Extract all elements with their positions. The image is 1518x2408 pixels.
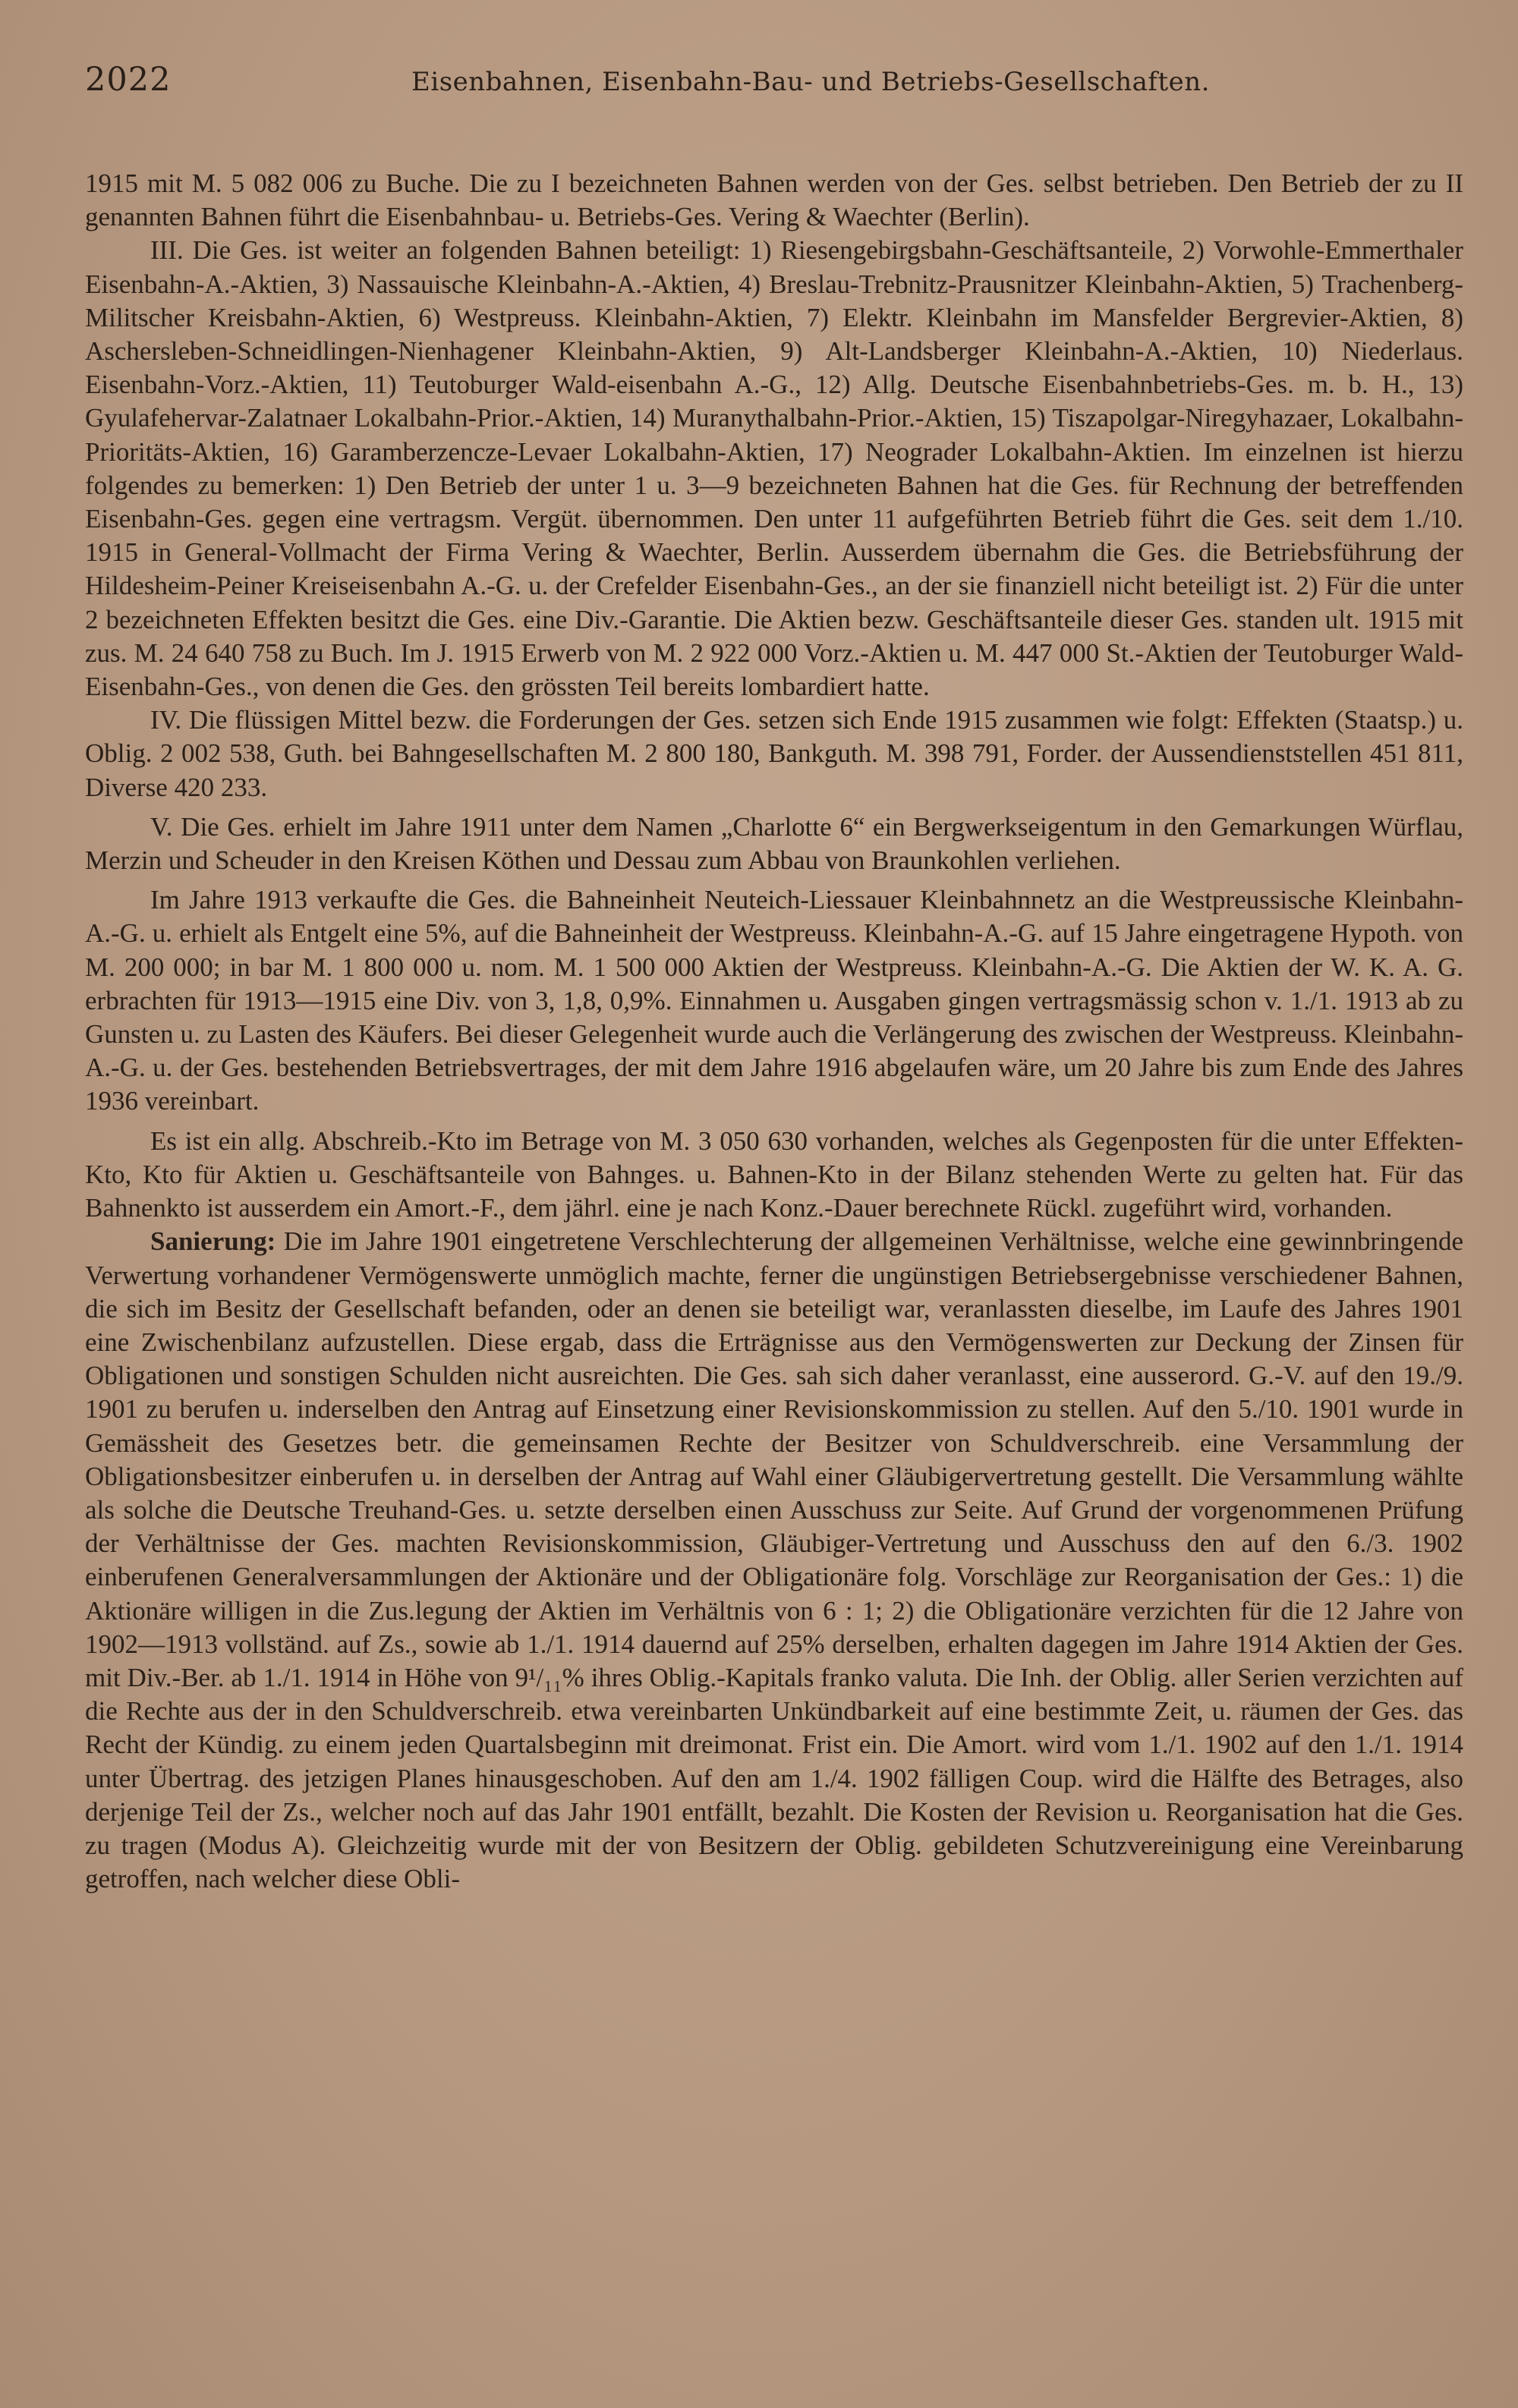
sanierung-label: Sanierung:: [150, 1226, 276, 1257]
paragraph-sale-1913: Im Jahre 1913 verkaufte die Ges. die Bahneinheit Neuteich-Liessauer Kleinbahnnetz an die Westpreussische Kleinbahn-A.-G. u. erhielt als Entgelt eine 5%, auf die Bahneinheit der Westpreuss. Kleinbahn-A.-G. auf 15 Jahre eingetragene Hypoth. von M. 200 000; in bar M. 1 800 000 u. nom. M. 1 500 000 Aktien der Westpreuss. Kleinbahn-A.-G. Die Aktien der W. K. A. G. erbrachten für 1913—1915 eine Div. von 3, 1,8, 0,9%. Einnahmen u. Ausgaben gingen vertragsmässig schon v. 1./1. 1913 ab zu Gunsten u. zu Lasten des Käufers. Bei dieser Gelegenheit wurde auch die Verlängerung des zwischen der Westpreuss. Kleinbahn-A.-G. u. der Ges. bestehenden Betriebsvertrages, der mit dem Jahre 1916 abgelaufen wäre, um 20 Jahre bis zum Ende des Jahres 1936 vereinbart.: [85, 885, 1463, 1116]
paragraph-depreciation-account: Es ist ein allg. Abschreib.-Kto im Betrage von M. 3 050 630 vorhanden, welches als Gegenposten für die unter Effekten-Kto, Kto für Aktien u. Geschäftsanteile von Bahnges. u. Bahnen-Kto in der Bilanz stehenden Werte zu gelten hat. Für das Bahnenkto ist ausserdem ein Amort.-F., dem jährl. eine je nach Konz.-Dauer berechnete Rückl. zugeführt wird, vorhanden.: [85, 1125, 1463, 1223]
page-number: 2022: [85, 61, 172, 99]
running-title: Eisenbahnen, Eisenbahn-Bau- und Betriebs-Gesellschaften.: [411, 67, 1210, 97]
page-header: [85, 61, 1463, 114]
paragraph-sanierung: [85, 1225, 1463, 1896]
paragraph-section-iii: III. Die Ges. ist weiter an folgenden Bahnen beteiligt: 1) Riesengebirgsbahn-Geschäftsanteile, 2) Vorwohle-Emmerthaler Eisenbahn-A.-Aktien, 3) Nassauische Kleinbahn-A.-Aktien, 4) Breslau-Trebnitz-Prausnitzer Kleinbahn-Aktien, 5) Trachenberg-Militscher Kreisbahn-Aktien, 6) Westpreuss. Kleinbahn-Aktien, 7) Elektr. Kleinbahn im Mansfelder Bergrevier-Aktien, 8) Aschersleben-Schneidlingen-Nienhagener Kleinbahn-Aktien, 9) Alt-Landsberger Kleinbahn-A.-Aktien, 10) Niederlaus. Eisenbahn-Vorz.-Aktien, 11) Teutoburger Wald-eisenbahn A.-G., 12) Allg. Deutsche Eisenbahnbetriebs-Ges. m. b. H., 13) Gyulafehervar-Zalatnaer Lokalbahn-Prior.-Aktien, 14) Muranythalbahn-Prior.-Aktien, 15) Tiszapolgar-Niregyhazaer, Lokalbahn-Prioritäts-Aktien, 16) Garamberzencze-Levaer Lokalbahn-Aktien, 17) Neograder Lokalbahn-Aktien. Im einzelnen ist hierzu folgendes zu bemerken: 1) Den Betrieb der unter 1 u. 3—9 bezeichneten Bahnen hat die Ges. für Rechnung der betreffenden Eisenbahn-Ges. gegen eine vertragsm. Vergüt. übernommen. Den unter 11 aufgeführten Betrieb führt die Ges. seit dem 1./10. 1915 in General-Vollmacht der Firma Vering & Waechter, Berlin. Ausserdem übernahm die Ges. die Betriebsführung der Hildesheim-Peiner Kreiseisenbahn A.-G. u. der Crefelder Eisenbahn-Ges., an der sie finanziell nicht beteiligt ist. 2) Für die unter 2 bezeichneten Effekten besitzt die Ges. eine Div.-Garantie. Die Aktien bezw. Geschäftsanteile dieser Ges. standen ult. 1915 mit zus. M. 24 640 758 zu Buch. Im J. 1915 Erwerb von M. 2 922 000 Vorz.-Aktien u. M. 447 000 St.-Aktien der Teutoburger Wald-Eisenbahn-Ges., von denen die Ges. den grössten Teil bereits lombardiert hatte.: [85, 235, 1463, 702]
paragraph-section-iv: IV. Die flüssigen Mittel bezw. die Forderungen der Ges. setzen sich Ende 1915 zusammen wie folgt: Effekten (Staatsp.) u. Oblig. 2 002 538, Guth. bei Bahngesellschaften M. 2 800 180, Bankguth. M. 398 791, Forder. der Aussendienststellen 451 811, Diverse 420 233.: [85, 705, 1463, 802]
paragraph-continuation: 1915 mit M. 5 082 006 zu Buche. Die zu I bezeichneten Bahnen werden von der Ges. selbst betrieben. Den Betrieb der zu II genannten Bahnen führt die Eisenbahnbau- u. Betriebs-Ges. Vering & Waechter (Berlin).: [85, 168, 1463, 232]
body-text: [85, 167, 1463, 1896]
sanierung-text: Die im Jahre 1901 eingetretene Verschlechterung der allgemeinen Verhältnisse, welche eine gewinnbringende Verwertung vorhandener Vermögenswerte unmöglich machte, ferner die ungünstigen Betriebsergebnisse verschiedener Bahnen, die sich im Besitz der Gesellschaft befanden, oder an denen sie beteiligt war, veranlassten dieselbe, im Laufe des Jahres 1901 eine Zwischenbilanz aufzustellen. Diese ergab, dass die Erträgnisse aus den Vermögenswerten zur Deckung der Zinsen für Obligationen und sonstigen Schulden nicht ausreichten. Die Ges. sah sich daher veranlasst, eine ausserord. G.-V. auf den 19./9. 1901 zu berufen u. inderselben den Antrag auf Einsetzung einer Revisionskommission zu stellen. Auf den 5./10. 1901 wurde in Gemässheit des Gesetzes betr. die gemeinsamen Rechte der Besitzer von Schuldverschreib. eine Versammlung der Obligationsbesitzer einberufen u. in derselben der Antrag auf Wahl einer Gläubigervertretung gestellt. Die Versammlung wählte als solche die Deutsche Treuhand-Ges. u. setzte derselben einen Ausschuss zur Seite. Auf Grund der vorgenommenen Prüfung der Verhältnisse der Ges. machten Revisionskommission, Gläubiger-Vertretung und Ausschuss den auf den 6./3. 1902 einberufenen Generalversammlungen der Aktionäre und der Obligationäre folg. Vorschläge zur Reorganisation der Ges.: 1) die Aktionäre willigen in die Zus.legung der Aktien im Verhältnis von 6 : 1; 2) die Obligationäre verzichten für die 12 Jahre von 1902—1913 vollständ. auf Zs., sowie ab 1./1. 1914 dauernd auf 25% derselben, erhalten dagegen im Jahre 1914 Aktien der Ges. mit Div.-Ber. ab 1./1. 1914 in Höhe von 9¹/₁₁% ihres Oblig.-Kapitals franko valuta. Die Inh. der Oblig. aller Serien verzichten auf die Rechte aus der in den Schuldverschreib. etwa vereinbarten Unkündbarkeit auf eine bestimmte Zeit, u. räumen der Ges. das Recht der Kündig. zu einem jeden Quartalsbeginn mit dreimonat. Frist ein. Die Amort. wird vom 1./1. 1902 auf den 1./1. 1914 unter Übertrag. des jetzigen Planes hinausgeschoben. Auf den am 1./4. 1902 fälligen Coup. wird die Hälfte des Betrages, also derjenige Teil der Zs., welcher noch auf das Jahr 1901 entfällt, bezahlt. Die Kosten der Revision u. Reorganisation hat die Ges. zu tragen (Modus A). Gleichzeitig wurde mit der von Besitzern der Oblig. gebildeten Schutzvereinigung eine Vereinbarung getroffen, nach welcher diese Obli-: [85, 1226, 1463, 1894]
paragraph-section-v: V. Die Ges. erhielt im Jahre 1911 unter dem Namen „Charlotte 6“ ein Bergwerkseigentum in den Gemarkungen Würflau, Merzin und Scheuder in den Kreisen Köthen und Dessau zum Abbau von Braunkohlen verliehen.: [85, 811, 1463, 876]
